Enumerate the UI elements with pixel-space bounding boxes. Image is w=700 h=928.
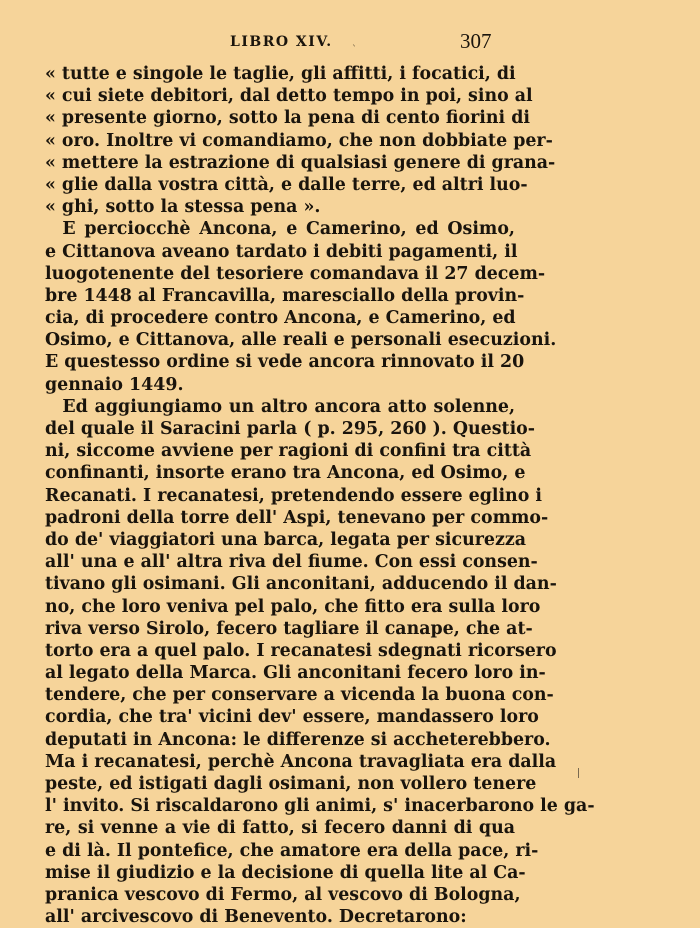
text-line: mise il giudizio e la decisione di quella lite al Ca- (45, 862, 526, 883)
text-line: Osimo, e Cittanova, alle reali e personali esecuzioni. (45, 330, 557, 351)
text-line: « oro. Inoltre vi comandiamo, che non dobbiate per- (45, 130, 553, 151)
text-line: re, si venne a vie di fatto, si fecero danni di qua (45, 818, 515, 839)
page-header (0, 29, 700, 56)
text-line: Recanati. I recanatesi, pretendendo essere eglino i (45, 485, 542, 506)
text-line: « tutte e singole le taglie, gli affitti, i focatici, di (45, 64, 516, 84)
text-line: e Cittanova aveano tardato i debiti pagamenti, il (45, 241, 518, 262)
text-line: all' una e all' altra riva del fiume. Con essi consen- (45, 552, 538, 573)
text-line: pranica vescovo di Fermo, al vescovo di Bologna, (45, 884, 521, 905)
text-line: gennaio 1449. (45, 374, 184, 395)
text-line: padroni della torre dell' Aspi, tenevano per commo- (45, 507, 549, 528)
text-line: do de' viaggiatori una barca, legata per sicurezza (45, 529, 526, 550)
body-text (45, 63, 595, 928)
page-number: 307 (460, 29, 492, 53)
text-line: Ma i recanatesi, perchè Ancona travagliata era dalla (45, 751, 557, 772)
text-line: tivano gli osimani. Gli anconitani, adducendo il dan- (45, 574, 557, 595)
text-line: « cui siete debitori, dal detto tempo in poi, sino al (45, 86, 533, 107)
text-line: riva verso Sirolo, fecero tagliare il canape, che at- (45, 618, 533, 639)
text-line: « glie dalla vostra città, e dalle terre, ed altri luo- (45, 174, 528, 195)
text-line: luogotenente del tesoriere comandava il 27 decem- (45, 263, 546, 284)
text-line: bre 1448 al Francavilla, maresciallo della provin- (45, 285, 525, 306)
text-line: E perciocchè Ancona, e Camerino, ed Osimo, (45, 219, 515, 240)
text-line: « ghi, sotto la stessa pena ». (45, 197, 321, 218)
text-line: « presente giorno, sotto la pena di cento fiorini di (45, 108, 530, 129)
text-line: al legato della Marca. Gli anconitani fecero loro in- (45, 663, 546, 684)
text-line: del quale il Saracini parla ( p. 295, 260 ). Questio- (45, 419, 535, 439)
text-line: tendere, che per conservare a vicenda la buona con- (45, 685, 554, 706)
text-line: Ed aggiungiamo un altro ancora atto solenne, (45, 396, 515, 417)
text-line: all' arcivescovo di Benevento. Decretarono: (45, 907, 467, 928)
margin-mark (578, 768, 579, 778)
text-line: e di là. Il pontefice, che amatore era della pace, ri- (45, 840, 539, 861)
text-line: E questesso ordine si vede ancora rinnovato il 20 (45, 352, 525, 373)
text-line: ni, siccome avviene per ragioni di confini tra città (45, 441, 532, 462)
text-line: peste, ed istigati dagli osimani, non vollero tenere (45, 774, 537, 794)
running-head: LIBRO XIV. (230, 34, 333, 50)
text-line: l' invito. Si riscaldarono gli animi, s' inacerbarono le ga- (45, 796, 595, 817)
text-line: deputati in Ancona: le differenze si accheterebbero. (45, 729, 551, 750)
header-tick-mark: ˋ (352, 45, 357, 56)
text-line: no, che loro veniva pel palo, che fitto era sulla loro (45, 596, 541, 617)
text-line: torto era a quel palo. I recanatesi sdegnati ricorsero (45, 640, 557, 661)
text-line: « mettere la estrazione di qualsiasi genere di grana- (45, 152, 556, 173)
text-line: cordia, che tra' vicini dev' essere, mandassero loro (45, 707, 539, 728)
text-line: confinanti, insorte erano tra Ancona, ed Osimo, e (45, 463, 526, 484)
text-line: cia, di procedere contro Ancona, e Camerino, ed (45, 308, 516, 329)
